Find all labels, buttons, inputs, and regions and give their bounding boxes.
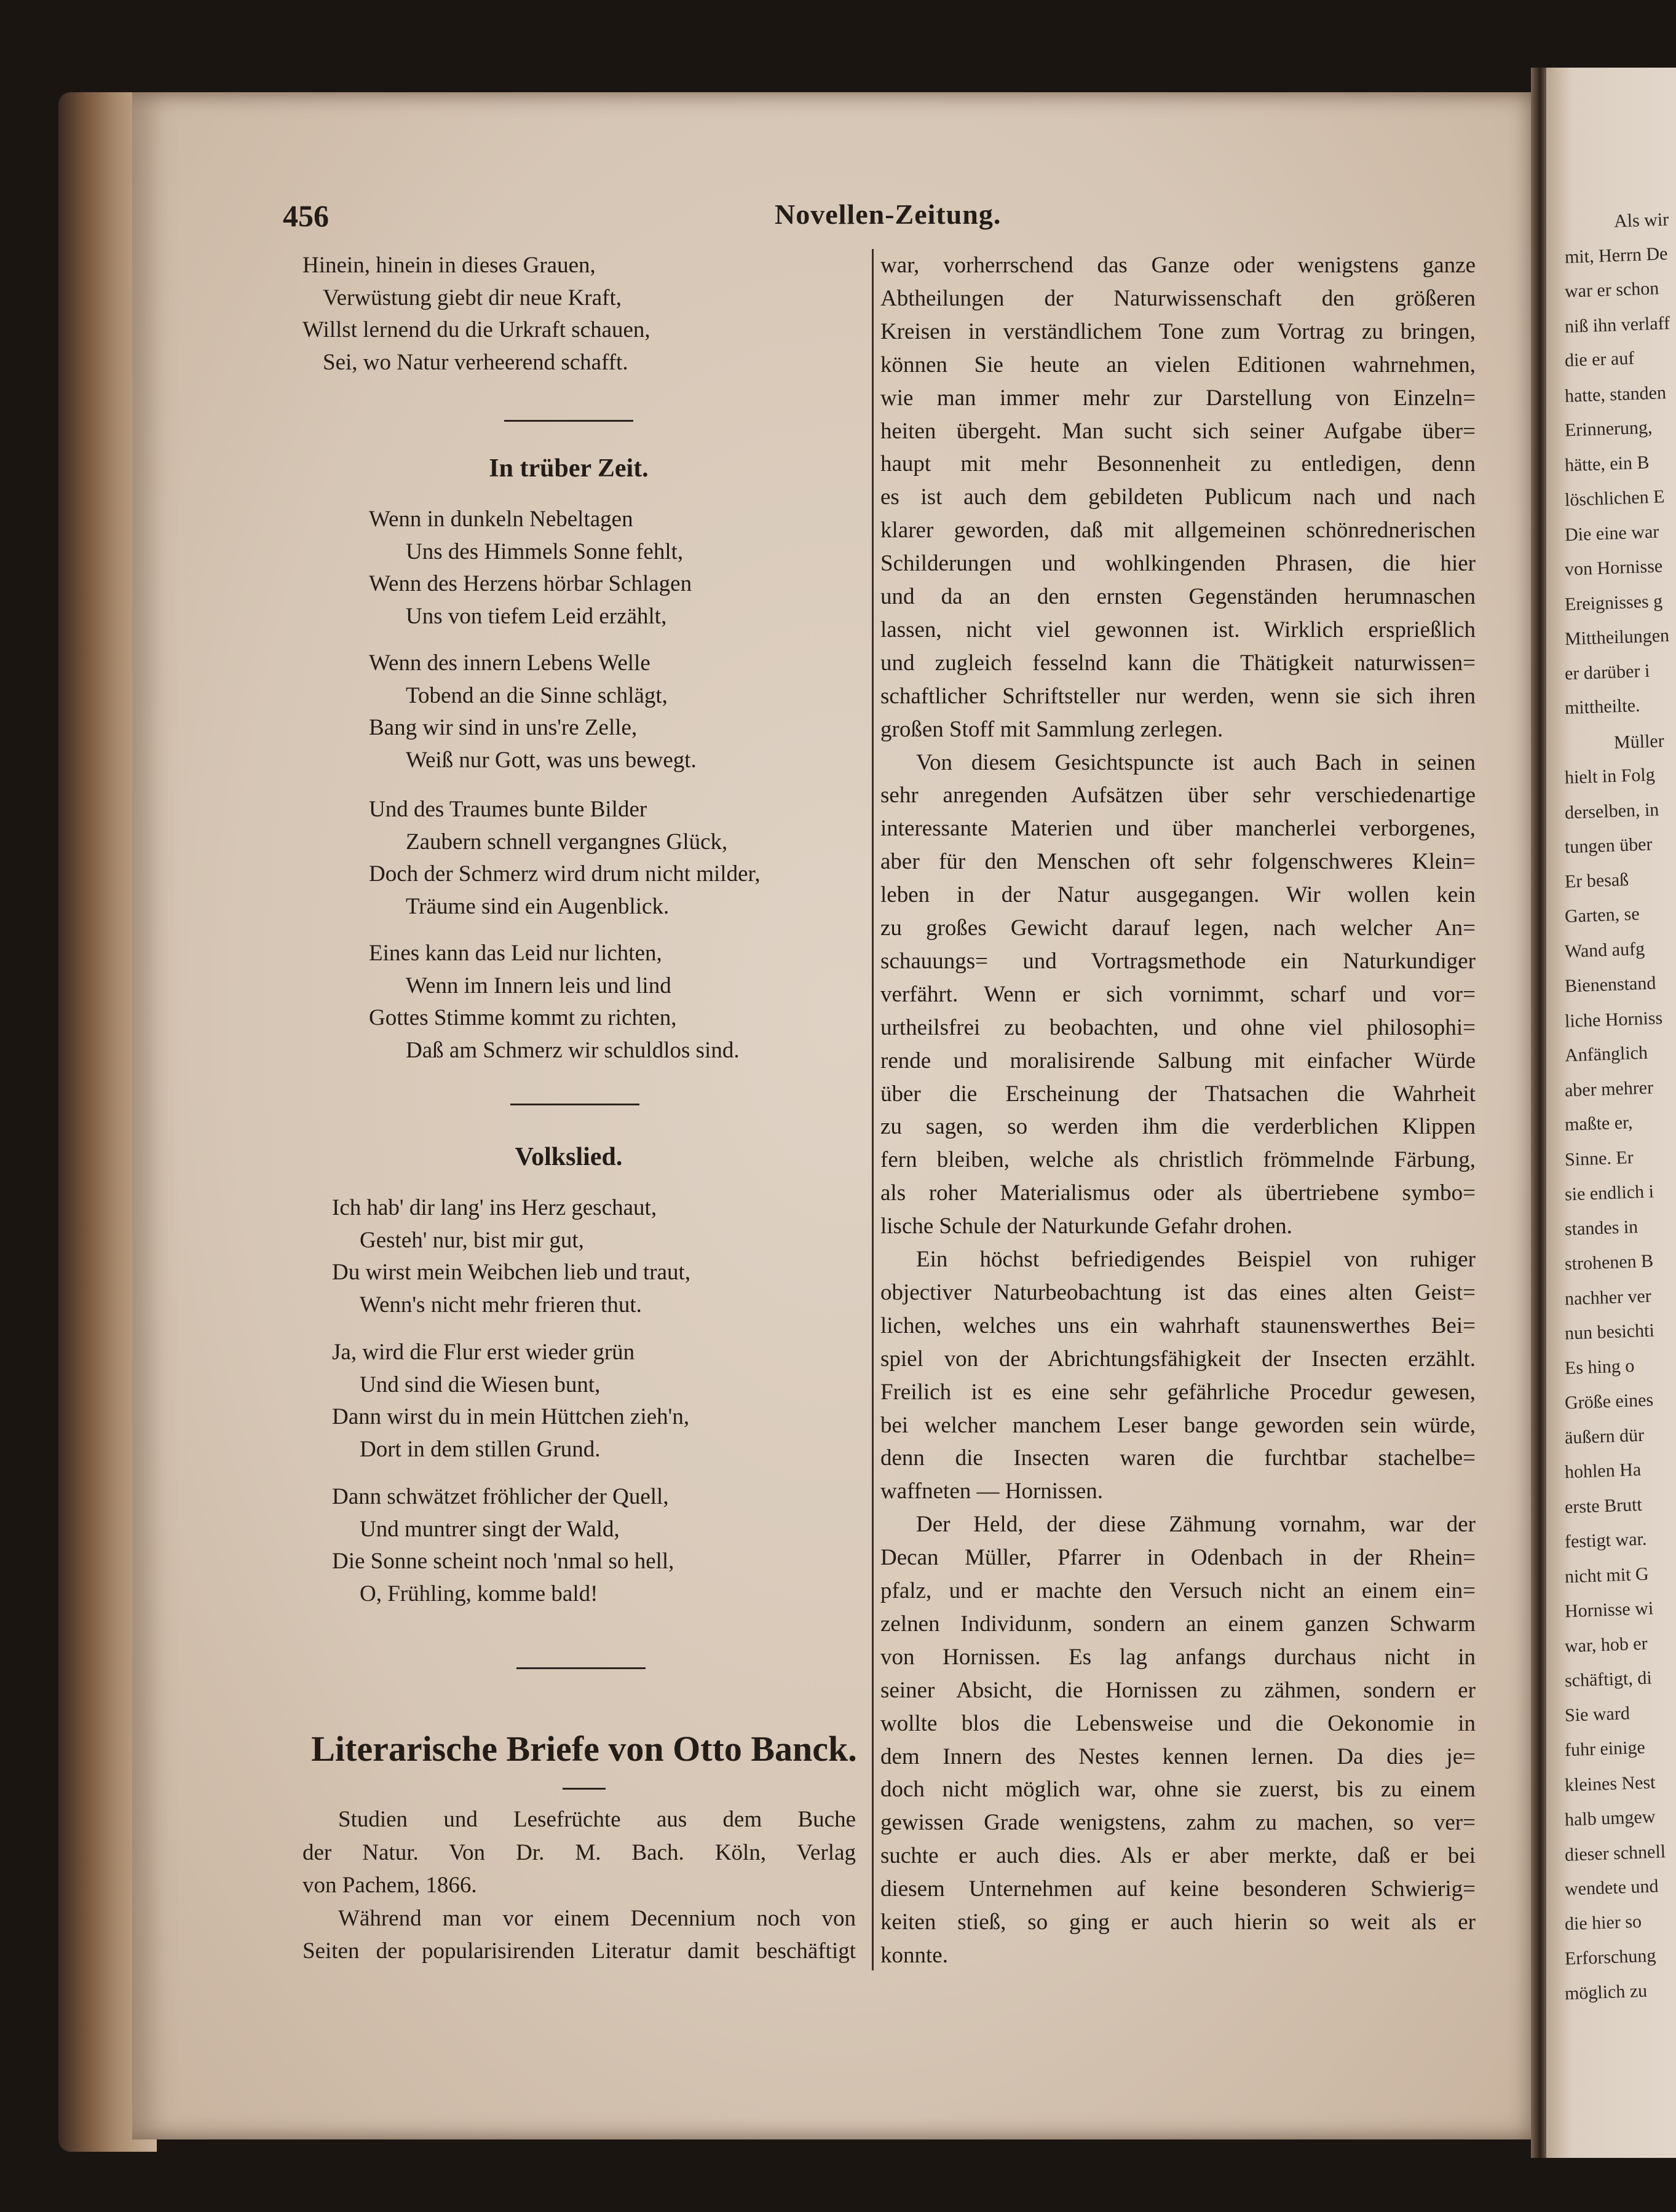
article-line: der Natur. Von Dr. M. Bach. Köln, Verlag — [302, 1839, 856, 1865]
facing-page-line: Bienenstand — [1564, 973, 1656, 997]
facing-page-line: äußern dür — [1564, 1424, 1645, 1448]
poem-line: Dann schwätzet fröhlicher der Quell, — [332, 1484, 669, 1509]
body-text-line: Der Held, der diese Zähmung vornahm, war der — [916, 1512, 1476, 1538]
body-text-line: zu großes Gewicht darauf legen, nach welcher An= — [880, 915, 1476, 941]
body-text-line: zelnen Individunm, sondern an einem ganzen Schwarm — [880, 1611, 1476, 1637]
facing-page-line: Müller — [1613, 730, 1665, 752]
facing-page-line: dieser schnell — [1564, 1841, 1666, 1865]
body-text-line: pfalz, und er machte den Versuch nicht an einem ein= — [880, 1578, 1476, 1603]
facing-page-line: erste Brutt — [1564, 1494, 1643, 1517]
body-text-line: als roher Materialismus oder als übertriebene symbo= — [880, 1180, 1476, 1206]
body-text-line: suchte er auch dies. Als er aber merkte, daß er bei — [880, 1843, 1476, 1869]
body-text-line: lische Schule der Naturkunde Gefahr drohen. — [880, 1214, 1292, 1239]
body-text-line: rende und moralisirende Salbung mit einfacher Würde — [880, 1048, 1476, 1073]
facing-page-line: mittheilte. — [1564, 695, 1641, 719]
body-text-line: Von diesem Gesichtspuncte ist auch Bach in seinen — [916, 749, 1476, 775]
poem-line: Uns des Himmels Sonne fehlt, — [406, 539, 684, 564]
facing-page-line: Die eine war — [1564, 521, 1659, 545]
body-text-line: keiten stieß, so ging er auch hierin so weit als er — [880, 1910, 1476, 1935]
facing-page-line: löschlichen E — [1564, 486, 1665, 510]
poem-title: In trüber Zeit. — [489, 454, 649, 483]
facing-page-line: hohlen Ha — [1564, 1459, 1642, 1483]
facing-page-line: kleines Nest — [1564, 1771, 1656, 1796]
body-text-line: Freilich ist es eine sehr gefährliche Procedur gewesen, — [880, 1379, 1476, 1405]
poem-line: Verwüstung giebt dir neue Kraft, — [323, 285, 622, 310]
body-text-line: heiten übergeht. Man sucht sich seiner Aufgabe über= — [880, 418, 1476, 444]
facing-page-line: aber mehrer — [1564, 1076, 1654, 1101]
poem-line: Bang wir sind in uns're Zelle, — [369, 715, 638, 740]
poem-line: Du wirst mein Weibchen lieb und traut, — [332, 1260, 691, 1285]
body-text-line: zu sagen, so werden ihm die verderblichen Klippen — [880, 1114, 1476, 1140]
body-text-line: gewissen Grade wenigstens, zahm zu machen, so ver= — [880, 1810, 1476, 1836]
poem-title: Volkslied. — [515, 1143, 623, 1171]
body-text-line: haupt mit mehr Besonnenheit zu entledigen, denn — [880, 451, 1476, 477]
body-text-line: doch nicht möglich war, ohne sie zuerst, bis zu einem — [880, 1777, 1476, 1803]
body-text-line: sehr anregenden Aufsätzen über sehr verschiedenartige — [880, 783, 1476, 808]
article-line: von Pachem, 1866. — [302, 1873, 477, 1898]
facing-page-line: wendete und — [1564, 1876, 1659, 1900]
facing-page-line: Erforschung — [1564, 1945, 1656, 1969]
facing-page-line: war er schon — [1564, 278, 1659, 302]
body-text-line: denn die Insecten waren die furchtbar stachelbe= — [880, 1445, 1476, 1471]
facing-page-line: die er auf — [1564, 348, 1635, 371]
poem-line: Und muntrer singt der Wald, — [360, 1516, 620, 1542]
body-text-line: schaftlicher Schriftsteller nur werden, wenn sie sich ihren — [880, 683, 1476, 709]
facing-page-line: hätte, ein B — [1564, 452, 1650, 475]
facing-page-line: hielt in Folg — [1564, 764, 1656, 788]
poem-line: Uns von tiefem Leid erzählt, — [406, 603, 667, 629]
body-text-line: Schilderungen und wohlkingenden Phrasen, die hier — [880, 551, 1476, 577]
poem-line: Wenn's nicht mehr frieren thut. — [360, 1292, 642, 1317]
facing-page-line: niß ihn verlaff — [1564, 312, 1670, 337]
body-text-line: dem Innern des Nestes kennen lernen. Da dies je= — [880, 1744, 1476, 1769]
facing-page-line: Ereignisses g — [1564, 590, 1663, 615]
facing-page-line: hatte, standen — [1564, 382, 1667, 406]
poem-line: Daß am Schmerz wir schuldlos sind. — [406, 1037, 740, 1063]
page-number: 456 — [283, 199, 329, 233]
facing-page-line: war, hob er — [1564, 1633, 1648, 1656]
facing-page-line: Wand aufg — [1564, 938, 1645, 962]
poem-line: Zaubern schnell vergangnes Glück, — [406, 829, 728, 855]
facing-page-line: von Hornisse — [1564, 556, 1663, 580]
facing-page-line: Er besaß — [1564, 869, 1629, 892]
body-text-line: lassen, nicht viel gewonnen ist. Wirklich ersprießlich — [880, 617, 1476, 642]
article-line: Während man vor einem Decennium noch von — [338, 1905, 856, 1931]
facing-page-line: nachher ver — [1564, 1286, 1652, 1309]
poem-line: O, Frühling, komme bald! — [360, 1581, 598, 1606]
article-title: Literarische Briefe von Otto Banck. — [311, 1729, 857, 1769]
body-text-line: Ein höchst befriedigendes Beispiel von ruhiger — [916, 1247, 1476, 1272]
facing-page-line: schäftigt, di — [1564, 1667, 1653, 1691]
body-text-line: aber für den Menschen oft sehr folgenschweres Klein= — [880, 849, 1476, 875]
body-text-line: objectiver Naturbeobachtung ist das eines alten Geist= — [880, 1279, 1476, 1305]
poem-line: Doch der Schmerz wird drum nicht milder, — [369, 861, 761, 887]
body-text-line: konnte. — [880, 1942, 948, 1968]
poem-line: Gottes Stimme kommt zu richten, — [369, 1005, 677, 1030]
facing-page-line: fuhr einige — [1564, 1737, 1646, 1761]
facing-page-line: nicht mit G — [1564, 1563, 1650, 1587]
poem-line: Die Sonne scheint noch 'nmal so hell, — [332, 1549, 674, 1574]
poem-line: Träume sind ein Augenblick. — [406, 893, 670, 919]
poem-line: Weiß nur Gott, was uns bewegt. — [406, 747, 697, 773]
facing-page-line: die hier so — [1564, 1911, 1642, 1934]
poem-line: Ich hab' dir lang' ins Herz geschaut, — [332, 1195, 657, 1220]
facing-page-line: Mittheilungen — [1564, 625, 1670, 649]
body-text-line: Decan Müller, Pfarrer in Odenbach in der Rhein= — [880, 1545, 1476, 1571]
body-text-line: es ist auch dem gebildeten Publicum nach und nach — [880, 484, 1476, 510]
facing-page-line: standes in — [1564, 1216, 1638, 1239]
poem-line: Tobend an die Sinne schlägt, — [406, 682, 668, 708]
body-text-line: interessante Materien und über mancherlei verborgenes, — [880, 816, 1476, 842]
poem-line: Und sind die Wiesen bunt, — [360, 1372, 601, 1397]
running-title: Novellen-Zeitung. — [775, 199, 1002, 230]
body-text-line: waffneten — Hornissen. — [880, 1479, 1104, 1504]
facing-page-line: Es hing o — [1564, 1355, 1635, 1378]
body-text-line: lichen, welches uns ein wahrhaft staunenswerthes Bei= — [880, 1313, 1476, 1338]
poem-line: Sei, wo Natur verheerend schafft. — [323, 349, 628, 375]
poem-line: Wenn des innern Lebens Welle — [369, 650, 650, 676]
body-text-line: leben in der Natur ausgegangen. Wir wollen kein — [880, 882, 1476, 908]
poem-line: Wenn in dunkeln Nebeltagen — [369, 507, 633, 532]
body-text-line: bei welcher manchem Leser bange geworden sein würde, — [880, 1412, 1476, 1438]
body-text-line: seiner Absicht, die Hornissen zu zähmen, sondern er — [880, 1677, 1476, 1703]
poem-line: Gesteh' nur, bist mir gut, — [360, 1227, 584, 1253]
poem-line: Dann wirst du in mein Hüttchen zieh'n, — [332, 1404, 690, 1429]
facing-page-line: derselben, in — [1564, 799, 1659, 823]
facing-page-line: Garten, se — [1564, 903, 1640, 927]
facing-page-line: Anfänglich — [1564, 1042, 1648, 1066]
facing-page-line: liche Horniss — [1564, 1007, 1663, 1032]
poem-line: Dort in dem stillen Grund. — [360, 1436, 601, 1462]
body-text-line: können Sie heute an vielen Editionen wahrnehmen, — [880, 352, 1476, 377]
body-text-line: spiel von der Abrichtungsfähigkeit der Insecten erzählt. — [880, 1346, 1476, 1372]
body-text-line: über die Erscheinung der Thatsachen die Wahrheit — [880, 1081, 1476, 1107]
body-text-line: wollte blos die Lebensweise und die Oekonomie in — [880, 1710, 1476, 1736]
body-text-line: urtheilsfrei zu beobachten, und ohne viel philosophi= — [880, 1014, 1476, 1040]
poem-line: Und des Traumes bunte Bilder — [369, 797, 647, 822]
poem-line: Hinein, hinein in dieses Grauen, — [302, 253, 596, 278]
article-line: Studien und Lesefrüchte aus dem Buche — [338, 1807, 856, 1832]
body-text-line: großen Stoff mit Sammlung zerlegen. — [880, 716, 1223, 742]
facing-page-line: Sie ward — [1564, 1702, 1631, 1726]
body-text-line: Abtheilungen der Naturwissenschaft den größeren — [880, 285, 1476, 311]
body-text-line: diesem Unternehmen auf keine besonderen Schwierig= — [880, 1876, 1476, 1902]
body-text-line: verfährt. Wenn er sich vornimmt, scharf und vor= — [880, 981, 1476, 1007]
poem-line: Wenn im Innern leis und lind — [406, 973, 671, 998]
body-text-line: und zugleich fesselnd kann die Thätigkeit naturwissen= — [880, 650, 1476, 676]
facing-page-line: mit, Herrn De — [1564, 243, 1668, 267]
article-line: Seiten der popularisirenden Literatur damit beschäftigt — [302, 1938, 856, 1964]
facing-page-line: Als wir — [1613, 209, 1669, 232]
facing-page-line: Hornisse wi — [1564, 1598, 1654, 1622]
facing-page-line: halb umgew — [1564, 1806, 1656, 1830]
facing-page-line: er darüber i — [1564, 660, 1650, 684]
body-text-line: fern bleiben, welche als christlich frömmelnde Färbung, — [880, 1147, 1476, 1173]
body-text-line: schauungs= und Vortragsmethode ein Naturkundiger — [880, 948, 1476, 974]
poem-line: Eines kann das Leid nur lichten, — [369, 941, 662, 966]
body-text-line: klarer geworden, daß mit allgemeinen schönrednerischen — [880, 518, 1476, 543]
body-text-line: war, vorherrschend das Ganze oder wenigstens ganze — [880, 253, 1476, 278]
facing-page-line: tungen über — [1564, 834, 1653, 858]
facing-page-line: strohenen B — [1564, 1250, 1654, 1274]
facing-page-line: maßte er, — [1564, 1112, 1633, 1135]
poem-line: Ja, wird die Flur erst wieder grün — [332, 1340, 635, 1365]
facing-page-line: festigt war. — [1564, 1528, 1647, 1552]
facing-page-line: möglich zu — [1564, 1980, 1648, 2004]
facing-page-line: sie endlich i — [1564, 1181, 1654, 1205]
poem-line: Willst lernend du die Urkraft schauen, — [302, 317, 650, 342]
body-text-line: von Hornissen. Es lag anfangs durchaus nicht in — [880, 1644, 1476, 1670]
facing-page-line: Erinnerung, — [1564, 417, 1653, 441]
body-text-line: und da an den ernsten Gegenständen herumnaschen — [880, 584, 1476, 609]
facing-page-line: Größe eines — [1564, 1389, 1654, 1413]
body-text-line: wie man immer mehr zur Darstellung von Einzeln= — [880, 385, 1476, 411]
facing-page-line: Sinne. Er — [1564, 1147, 1634, 1170]
body-text-line: Kreisen in verständlichem Tone zum Vortrag zu bringen, — [880, 318, 1476, 344]
poem-line: Wenn des Herzens hörbar Schlagen — [369, 571, 692, 596]
facing-page-line: nun besichti — [1564, 1320, 1655, 1344]
